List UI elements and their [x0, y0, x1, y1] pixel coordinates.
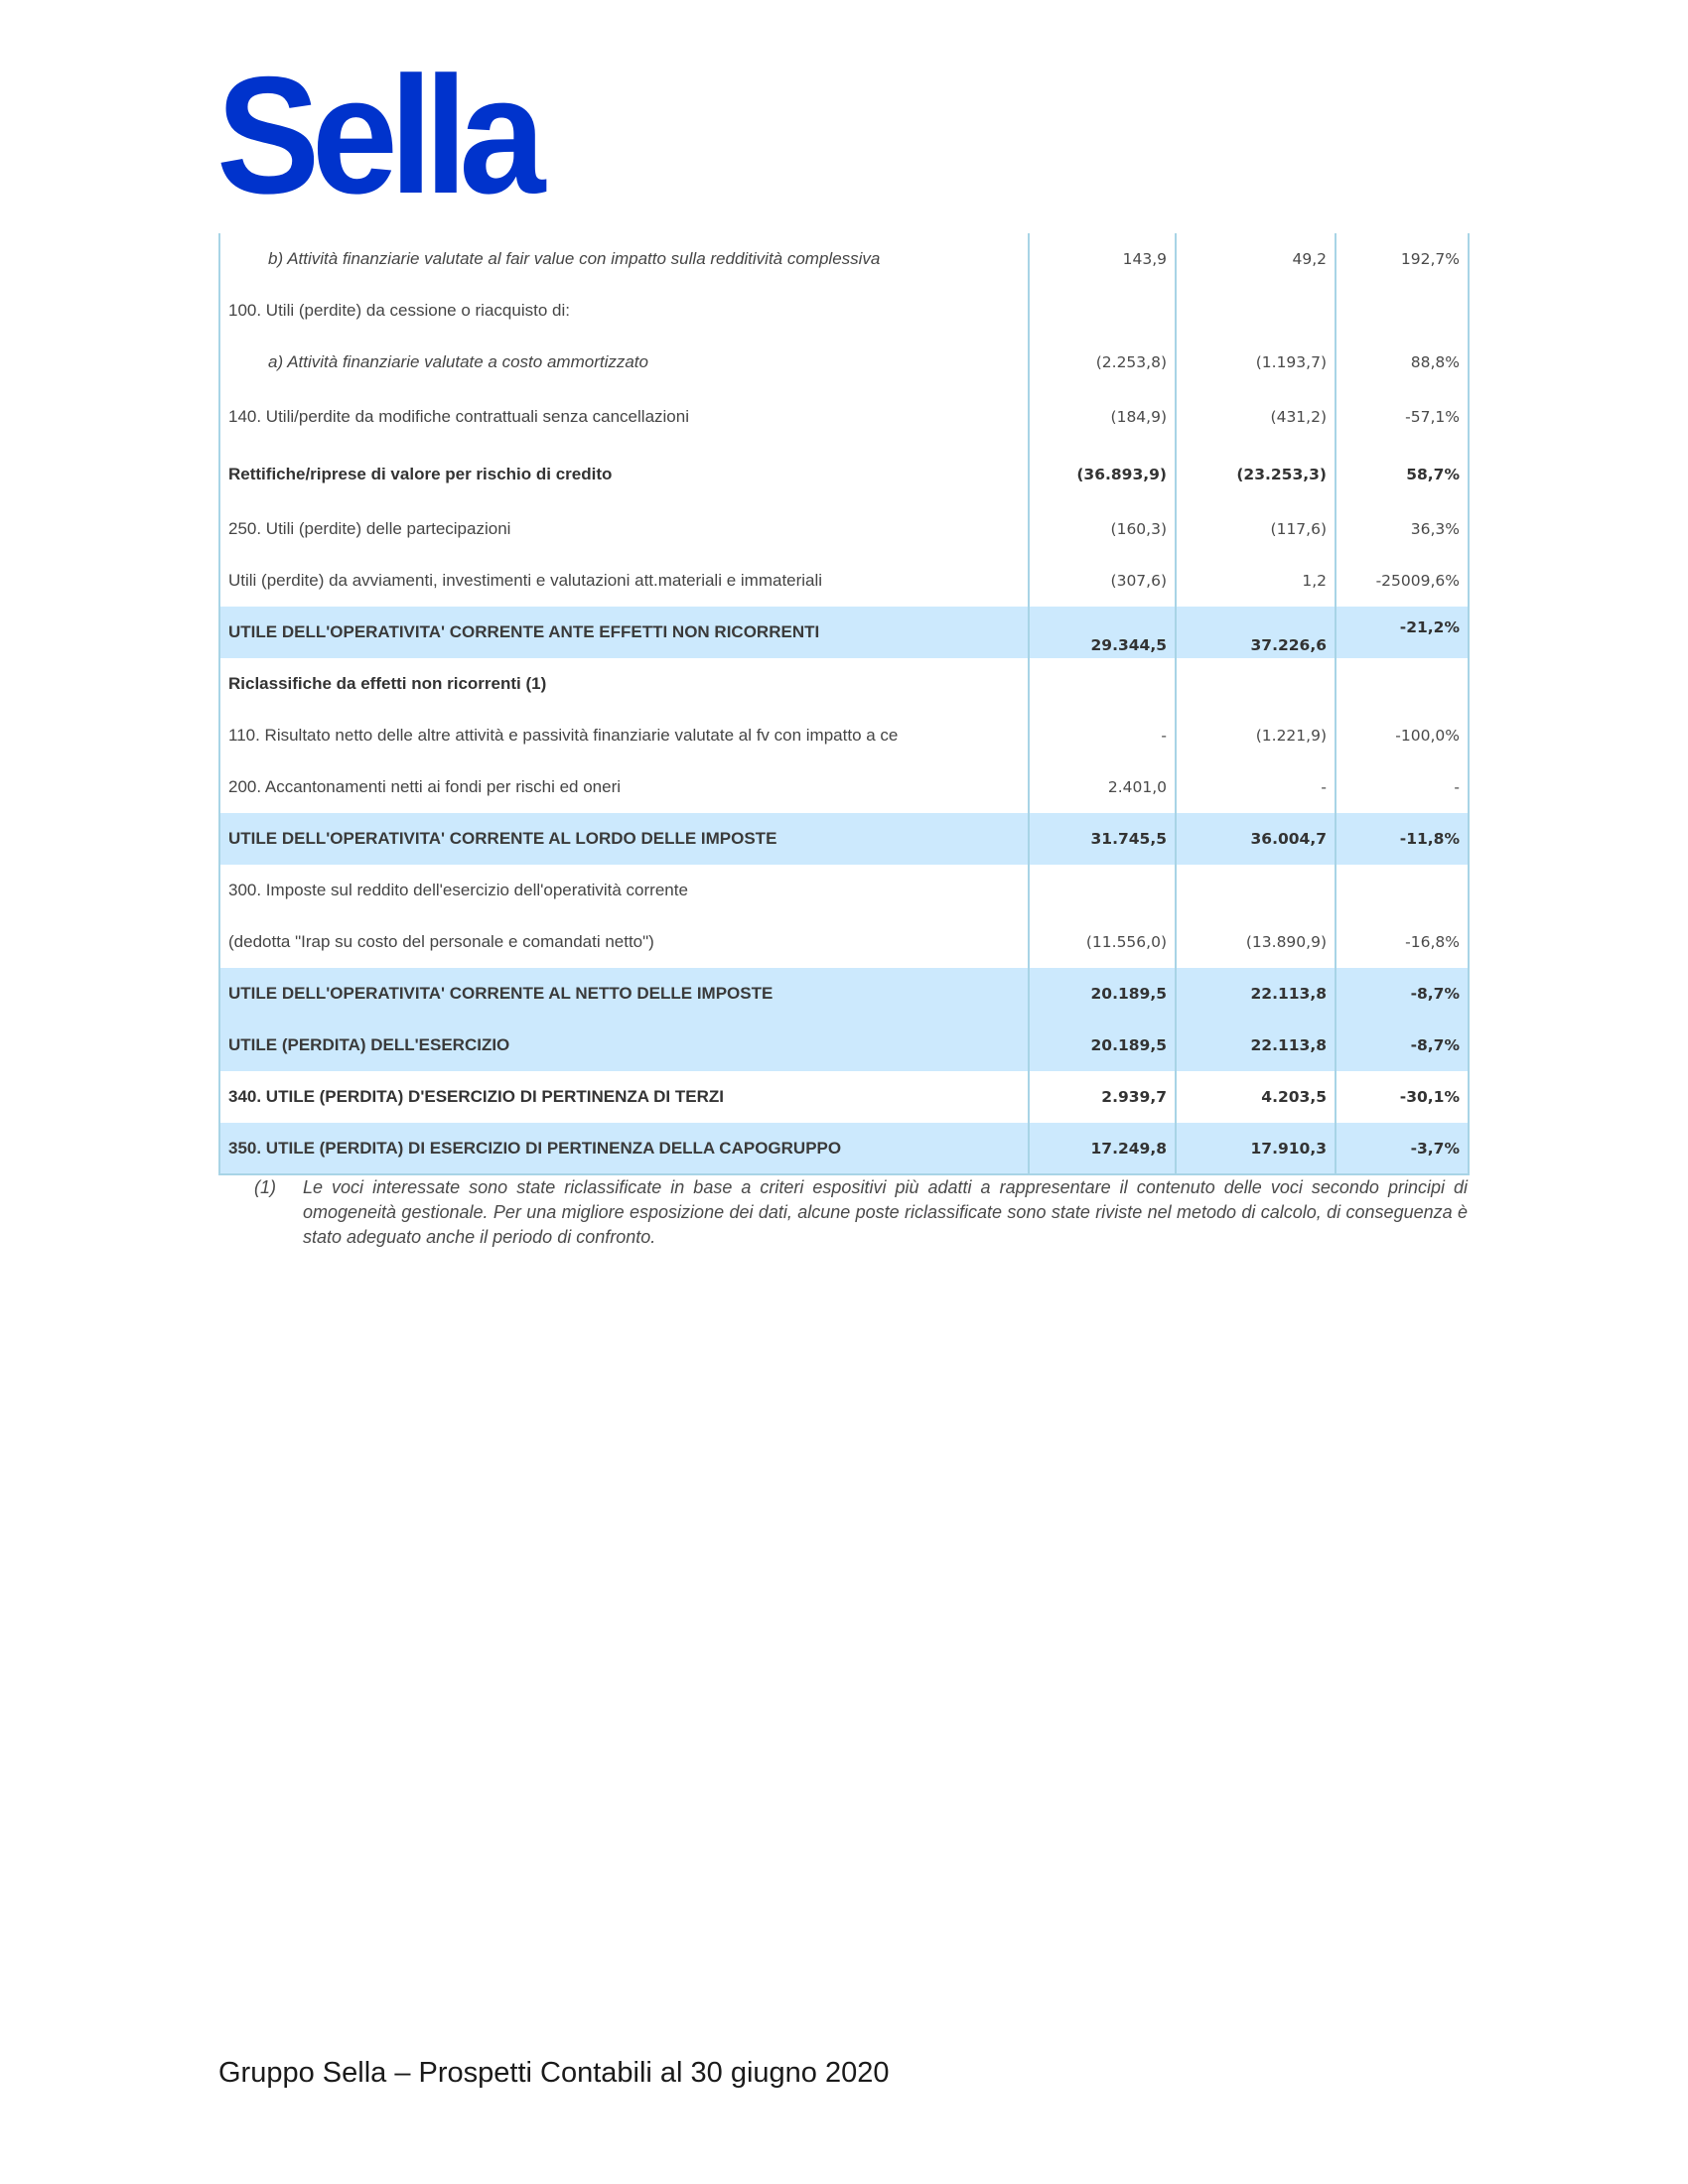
row-label: 110. Risultato netto delle altre attività e passività finanziarie valutate al fv con impatto a ce [219, 710, 1029, 761]
table-row [219, 388, 1469, 446]
value-change-pct: -16,8% [1336, 916, 1469, 968]
row-label: Rettifiche/riprese di valore per rischio di credito [219, 446, 1029, 503]
table-row [219, 1020, 1469, 1071]
value-current: 20.189,5 [1029, 968, 1176, 1020]
row-label: 140. Utili/perdite da modifiche contrattuali senza cancellazioni [219, 388, 1029, 446]
value-current [1029, 285, 1176, 337]
row-label: UTILE DELL'OPERATIVITA' CORRENTE ANTE EFFETTI NON RICORRENTI [219, 607, 1029, 658]
value-current: - [1029, 710, 1176, 761]
value-previous: 49,2 [1176, 233, 1336, 285]
value-current: (11.556,0) [1029, 916, 1176, 968]
table-row [219, 503, 1469, 555]
footnote-marker: (1) [254, 1177, 276, 1197]
value-change-pct: 88,8% [1336, 337, 1469, 388]
table-row [219, 916, 1469, 968]
value-change-pct [1336, 658, 1469, 710]
footnote [254, 1175, 1468, 1250]
value-previous [1176, 658, 1336, 710]
table-row [219, 813, 1469, 865]
value-previous: (13.890,9) [1176, 916, 1336, 968]
value-change-pct: 192,7% [1336, 233, 1469, 285]
value-change-pct: -8,7% [1336, 1020, 1469, 1071]
value-previous: (117,6) [1176, 503, 1336, 555]
footnote-text: Le voci interessate sono state riclassificate in base a criteri espositivi più adatti a rappresentare il contenuto delle voci secondo principi di omogeneità gestionale. Per una migliore esposizione dei dati, alcune poste riclassificate sono state riviste nel metodo di calcolo, di conseguenza è stato adeguato anche il periodo di confronto. [303, 1177, 1468, 1247]
row-label: Utili (perdite) da avviamenti, investimenti e valutazioni att.materiali e immateriali [219, 555, 1029, 607]
row-label: b) Attività finanziarie valutate al fair value con impatto sulla redditività complessiva [219, 233, 1029, 285]
value-previous [1176, 865, 1336, 916]
table-row [219, 658, 1469, 710]
table-row [219, 555, 1469, 607]
value-change-pct: 36,3% [1336, 503, 1469, 555]
value-current [1029, 865, 1176, 916]
table-row [219, 1123, 1469, 1174]
value-previous: 36.004,7 [1176, 813, 1336, 865]
value-change-pct: -3,7% [1336, 1123, 1469, 1174]
row-label: 100. Utili (perdite) da cessione o riacquisto di: [219, 285, 1029, 337]
value-previous: 37.226,6 [1176, 607, 1336, 658]
row-label: UTILE DELL'OPERATIVITA' CORRENTE AL NETTO DELLE IMPOSTE [219, 968, 1029, 1020]
value-current: 31.745,5 [1029, 813, 1176, 865]
table-row [219, 607, 1469, 658]
value-change-pct: 58,7% [1336, 446, 1469, 503]
row-label: UTILE DELL'OPERATIVITA' CORRENTE AL LORDO DELLE IMPOSTE [219, 813, 1029, 865]
value-change-pct: -30,1% [1336, 1071, 1469, 1123]
value-current: 2.401,0 [1029, 761, 1176, 813]
table-row [219, 233, 1469, 285]
value-current: (160,3) [1029, 503, 1176, 555]
row-label: 340. UTILE (PERDITA) D'ESERCIZIO DI PERTINENZA DI TERZI [219, 1071, 1029, 1123]
row-label: Riclassifiche da effetti non ricorrenti (1) [219, 658, 1029, 710]
table-row [219, 1071, 1469, 1123]
value-change-pct: -11,8% [1336, 813, 1469, 865]
row-label: a) Attività finanziarie valutate a costo ammortizzato [219, 337, 1029, 388]
row-label: UTILE (PERDITA) DELL'ESERCIZIO [219, 1020, 1029, 1071]
value-change-pct: -8,7% [1336, 968, 1469, 1020]
value-previous: 17.910,3 [1176, 1123, 1336, 1174]
row-label: 200. Accantonamenti netti ai fondi per rischi ed oneri [219, 761, 1029, 813]
table-row [219, 710, 1469, 761]
value-current: 143,9 [1029, 233, 1176, 285]
table-row [219, 337, 1469, 388]
value-current: (307,6) [1029, 555, 1176, 607]
table-row [219, 761, 1469, 813]
value-change-pct: -21,2% [1336, 607, 1469, 658]
value-previous: 22.113,8 [1176, 1020, 1336, 1071]
table-row [219, 865, 1469, 916]
table-row [219, 285, 1469, 337]
sella-logo: Sella [216, 42, 537, 228]
value-previous [1176, 285, 1336, 337]
value-current [1029, 658, 1176, 710]
value-previous: 22.113,8 [1176, 968, 1336, 1020]
value-previous: (431,2) [1176, 388, 1336, 446]
value-change-pct [1336, 865, 1469, 916]
table-row [219, 968, 1469, 1020]
value-previous: (23.253,3) [1176, 446, 1336, 503]
row-label: 250. Utili (perdite) delle partecipazioni [219, 503, 1029, 555]
value-change-pct: -100,0% [1336, 710, 1469, 761]
value-current: 17.249,8 [1029, 1123, 1176, 1174]
income-statement-table [218, 233, 1470, 1175]
value-current: (36.893,9) [1029, 446, 1176, 503]
value-previous: (1.221,9) [1176, 710, 1336, 761]
value-change-pct: -25009,6% [1336, 555, 1469, 607]
value-current: (184,9) [1029, 388, 1176, 446]
page-footer: Gruppo Sella – Prospetti Contabili al 30 giugno 2020 [218, 2057, 890, 2089]
table-row [219, 446, 1469, 503]
value-previous: (1.193,7) [1176, 337, 1336, 388]
value-previous: 1,2 [1176, 555, 1336, 607]
value-change-pct [1336, 285, 1469, 337]
value-current: 29.344,5 [1029, 607, 1176, 658]
value-current: 2.939,7 [1029, 1071, 1176, 1123]
row-label: 350. UTILE (PERDITA) DI ESERCIZIO DI PERTINENZA DELLA CAPOGRUPPO [219, 1123, 1029, 1174]
value-previous: - [1176, 761, 1336, 813]
value-change-pct: -57,1% [1336, 388, 1469, 446]
value-previous: 4.203,5 [1176, 1071, 1336, 1123]
value-change-pct: - [1336, 761, 1469, 813]
row-label: (dedotta "Irap su costo del personale e comandati netto") [219, 916, 1029, 968]
value-current: (2.253,8) [1029, 337, 1176, 388]
value-current: 20.189,5 [1029, 1020, 1176, 1071]
row-label: 300. Imposte sul reddito dell'esercizio dell'operatività corrente [219, 865, 1029, 916]
